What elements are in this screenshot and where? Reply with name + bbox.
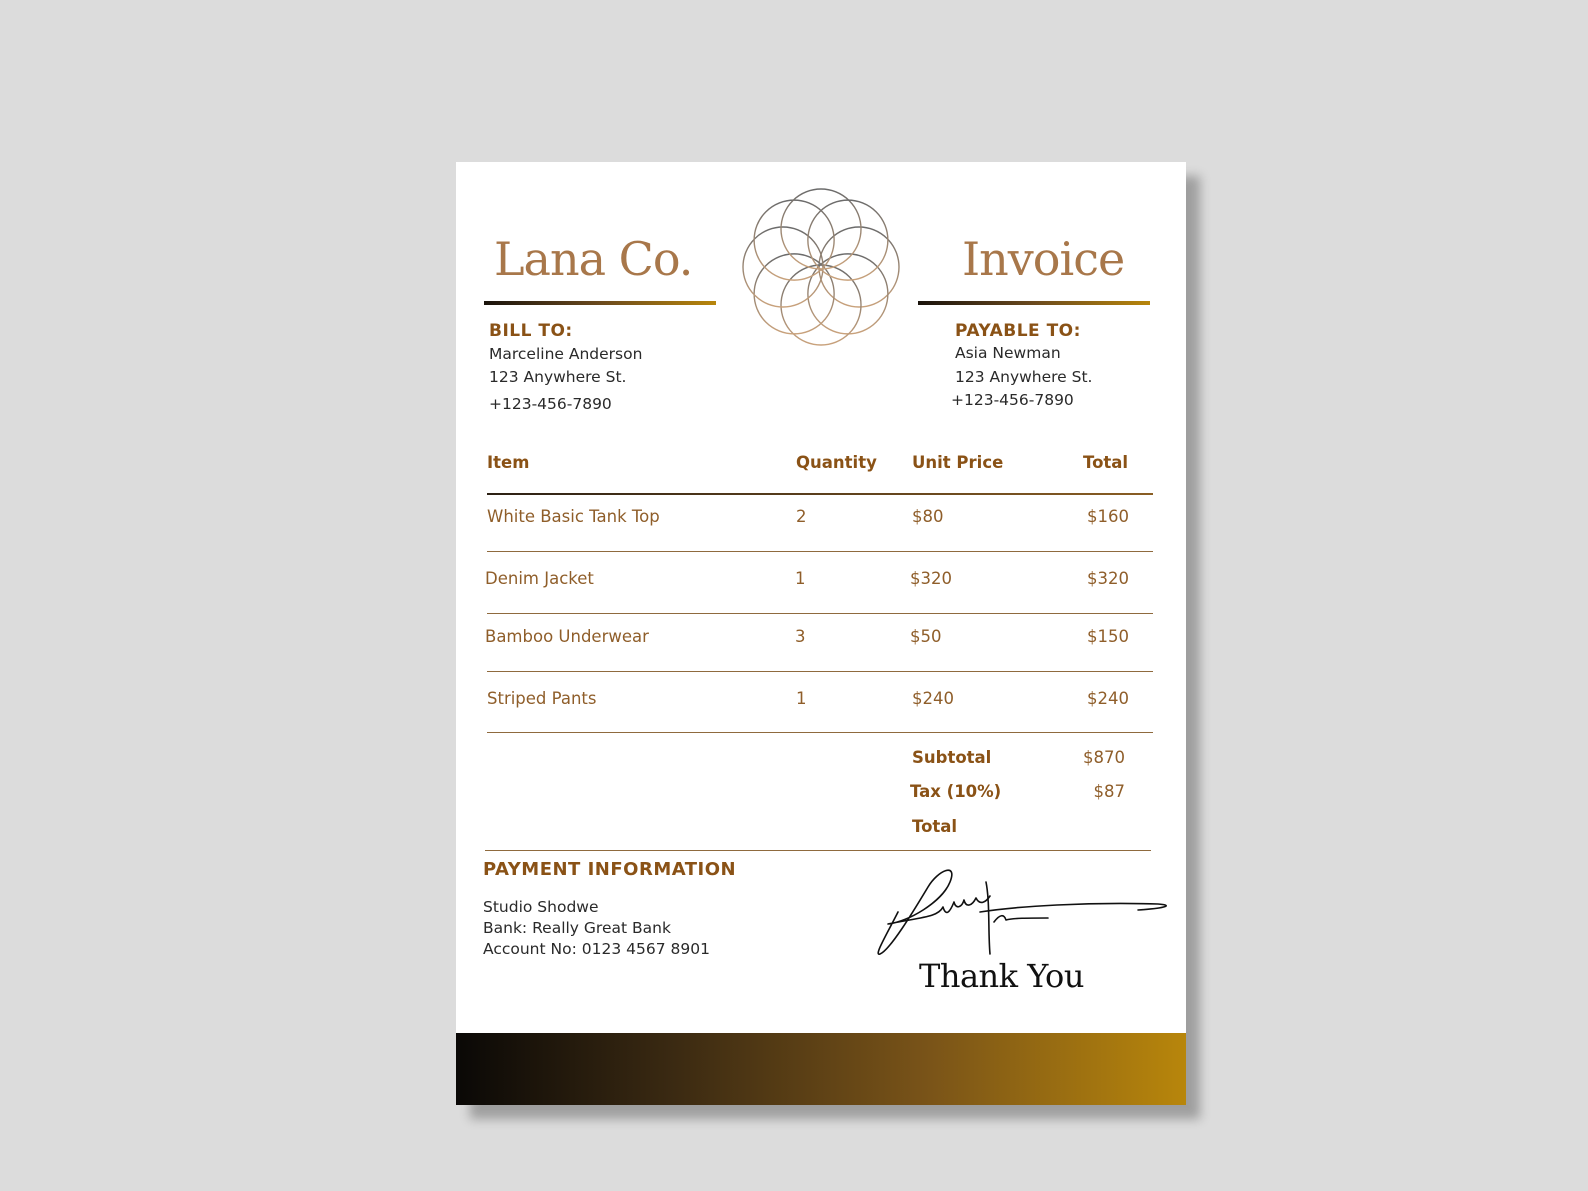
- row-3-unit-price: $50: [910, 627, 942, 646]
- logo-petal: [819, 227, 899, 307]
- payment-line-bank: Bank: Really Great Bank: [483, 919, 671, 937]
- row-2-item: Denim Jacket: [485, 569, 594, 588]
- logo-petal: [781, 189, 861, 269]
- title-underline: [918, 301, 1150, 305]
- row-divider: [487, 613, 1153, 614]
- bill-to-phone: +123-456-7890: [489, 395, 612, 413]
- payable-to-phone: +123-456-7890: [951, 391, 1074, 409]
- thank-you-text: Thank You: [919, 957, 1084, 995]
- row-2-total: $320: [1087, 569, 1129, 588]
- logo-petal: [743, 227, 823, 307]
- subtotal-label: Subtotal: [912, 748, 992, 767]
- row-1-unit-price: $80: [912, 507, 944, 526]
- row-3-total: $150: [1087, 627, 1129, 646]
- payment-heading: PAYMENT INFORMATION: [483, 859, 737, 880]
- logo-petal: [754, 200, 834, 280]
- row-3-item: Bamboo Underwear: [485, 627, 649, 646]
- row-divider: [487, 671, 1153, 672]
- row-4-total: $240: [1087, 689, 1129, 708]
- footer-gradient-bar: [456, 1033, 1186, 1105]
- row-2-unit-price: $320: [910, 569, 952, 588]
- payable-to-label: PAYABLE TO:: [955, 321, 1081, 341]
- logo-petal: [781, 265, 861, 345]
- row-4-item: Striped Pants: [487, 689, 597, 708]
- flower-of-life-icon: [736, 182, 906, 352]
- totals-divider: [485, 850, 1151, 851]
- bill-to-name: Marceline Anderson: [489, 345, 643, 363]
- row-1-total: $160: [1087, 507, 1129, 526]
- col-header-item: Item: [487, 453, 530, 472]
- row-1-item: White Basic Tank Top: [487, 507, 660, 526]
- payable-to-name: Asia Newman: [955, 344, 1061, 362]
- invoice-page: [456, 162, 1186, 1105]
- bill-to-label: BILL TO:: [489, 321, 573, 341]
- payment-line-account: Account No: 0123 4567 8901: [483, 940, 710, 958]
- row-divider: [487, 732, 1153, 733]
- tax-value: $87: [1093, 782, 1125, 801]
- col-header-unit-price: Unit Price: [912, 453, 1004, 472]
- row-1-quantity: 2: [796, 507, 807, 526]
- brand-underline: [484, 301, 716, 305]
- col-header-quantity: Quantity: [796, 453, 877, 472]
- subtotal-value: $870: [1083, 748, 1125, 767]
- total-label: Total: [912, 817, 958, 836]
- row-2-quantity: 1: [795, 569, 806, 588]
- logo-petal: [754, 254, 834, 334]
- row-3-quantity: 3: [795, 627, 806, 646]
- payable-to-address: 123 Anywhere St.: [955, 368, 1093, 386]
- header-divider: [487, 493, 1153, 495]
- bill-to-address: 123 Anywhere St.: [489, 368, 627, 386]
- row-4-unit-price: $240: [912, 689, 954, 708]
- row-divider: [487, 551, 1153, 552]
- payment-line-studio: Studio Shodwe: [483, 898, 599, 916]
- logo-petal: [808, 200, 888, 280]
- tax-label: Tax (10%): [910, 782, 1002, 801]
- invoice-title: Invoice: [962, 232, 1125, 286]
- signature-icon: [868, 862, 1178, 967]
- company-name: Lana Co.: [494, 232, 693, 286]
- row-4-quantity: 1: [796, 689, 807, 708]
- col-header-total: Total: [1083, 453, 1129, 472]
- logo-petal: [808, 254, 888, 334]
